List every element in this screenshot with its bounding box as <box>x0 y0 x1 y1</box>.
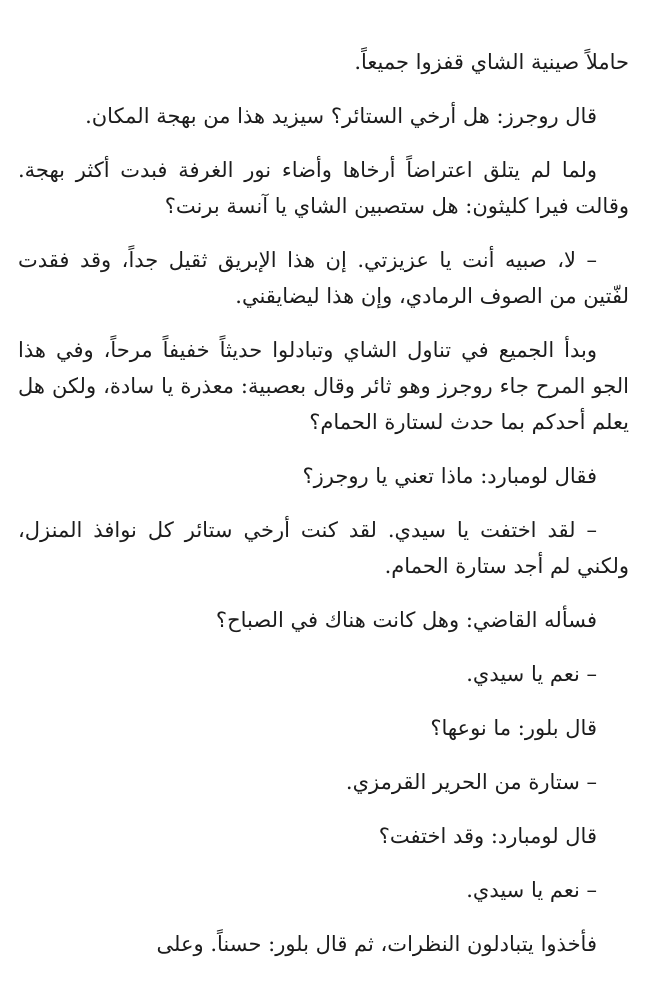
paragraph: فقال لومبارد: ماذا تعني يا روجرز؟ <box>302 464 597 488</box>
paragraph: قال روجرز: هل أرخي الستائر؟ سيزيد هذا من بهجة المكان. <box>85 104 597 128</box>
paragraph: فسأله القاضي: وهل كانت هناك في الصباح؟ <box>215 608 597 632</box>
paragraph: – نعم يا سيدي. <box>466 878 597 902</box>
paragraph: – نعم يا سيدي. <box>466 662 597 686</box>
paragraph: حاملاً صينية الشاي قفزوا جميعاً. <box>354 50 629 74</box>
paragraph: وبدأ الجميع في تناول الشاي وتبادلوا حديثاً خفيفاً مرحاً، وفي هذا الجو المرح جاء روجرز وهو ثائر وقال بعصبية: معذرة يا سادة، ولكن هل يعلم أحدكم بما حدث لستارة الحمام؟ <box>18 338 629 434</box>
paragraph: قال لومبارد: وقد اختفت؟ <box>378 824 597 848</box>
paragraph: قال بلور: ما نوعها؟ <box>430 716 597 740</box>
paragraph: ولما لم يتلق اعتراضاً أرخاها وأضاء نور الغرفة فبدت أكثر بهجة. وقالت فيرا كليثون: هل ستصبين الشاي يا آنسة برنت؟ <box>18 158 629 218</box>
paragraph: فأخذوا يتبادلون النظرات، ثم قال بلور: حسناً. وعلى <box>156 932 597 956</box>
paragraph: – ستارة من الحرير القرمزي. <box>345 770 597 794</box>
paragraph: – لقد اختفت يا سيدي. لقد كنت أرخي ستائر كل نوافذ المنزل، ولكني لم أجد ستارة الحمام. <box>18 518 629 578</box>
paragraph: – لا، صبيه أنت يا عزيزتي. إن هذا الإبريق ثقيل جداً، وقد فقدت لفّتين من الصوف الرمادي، وإن هذا ليضايقني. <box>18 248 629 308</box>
